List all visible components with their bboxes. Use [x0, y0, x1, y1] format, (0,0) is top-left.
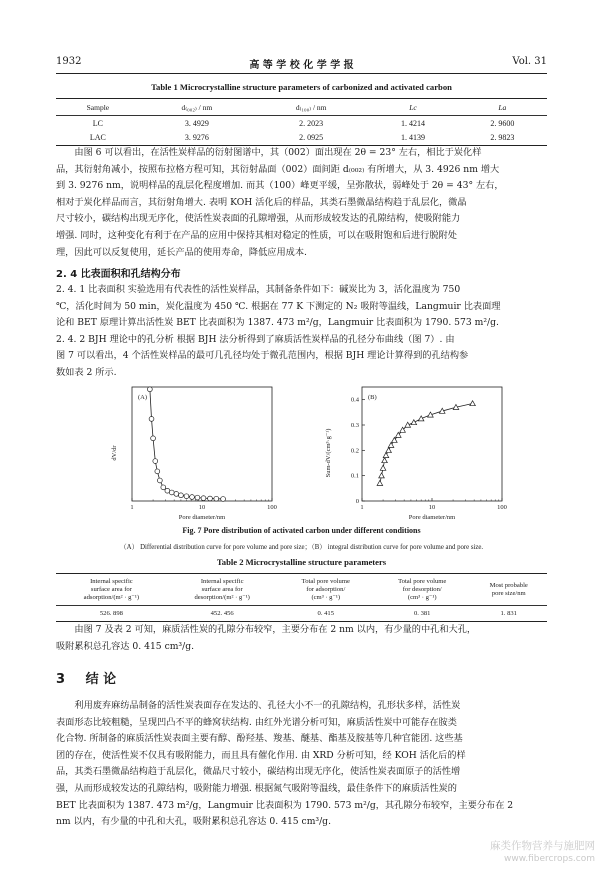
journal-title: 高 等 学 校 化 学 学 报 — [249, 60, 354, 71]
table2-col-line: Most probable — [489, 581, 528, 589]
figure7-panel-b — [325, 387, 507, 521]
text-line: 数如表 2 所示. — [56, 366, 117, 378]
panel-a-xlabel: Pore diameter/nm — [178, 514, 226, 521]
panel-a-data-point — [208, 496, 213, 501]
table1-cell: 2. 9600 — [490, 118, 515, 128]
table2 — [56, 574, 547, 620]
table1 — [56, 99, 547, 144]
panel-b-ylabel: Sum-dV/(cm³·g⁻¹) — [325, 428, 332, 478]
table-row — [56, 130, 547, 144]
panel-a-data-point — [161, 485, 166, 490]
table1-col-d002: d₍₀₀₂₎ / nm — [140, 99, 254, 116]
text-line: 尺寸较小，碳结构出现无序化，使活性炭表面的孔隙增强，从而形成较发达的孔隙结构，使吸附能力 — [56, 213, 461, 225]
table-row — [56, 606, 547, 621]
table1-cell: 3. 9276 — [184, 132, 209, 142]
text-line: 品，其类石墨微晶结构趋于乱层化，微晶尺寸较小，碳结构出现无序化，使活性炭表面原子的活性增 — [56, 766, 461, 778]
text-line: 强，从而形成较发达的孔隙结构，吸附能力增强. 根据氮气吸附等温线，最佳条件下的麻质活性炭的 — [56, 782, 457, 794]
panel-b-data-point — [382, 458, 388, 463]
table1-cell: 1. 4139 — [400, 132, 425, 142]
table2-col-line: surface area for — [90, 585, 132, 593]
panel-b-data-point — [418, 416, 424, 421]
table2-col-line: for desorption/ — [402, 585, 442, 593]
table1-cell: 2. 0925 — [299, 132, 324, 142]
panel-b-xlabel: Pore diameter/nm — [408, 514, 456, 521]
watermark-line2: www.fibercrops.com — [504, 854, 595, 864]
table2-cell: 526. 898 — [99, 609, 123, 617]
panel-b-xtick-label: 100 — [497, 504, 507, 511]
panel-a-data-point — [153, 459, 158, 464]
figure7-panel-a — [111, 387, 277, 521]
table2-col-line: desorption/(m² · g⁻¹) — [194, 593, 250, 601]
panel-b-data-point — [405, 422, 411, 427]
panel-a-data-point — [179, 493, 184, 498]
panel-b-ytick-label: 0 — [355, 498, 359, 505]
paragraph-pore-summary — [56, 622, 550, 655]
panel-a-xtick-label: 100 — [267, 504, 277, 511]
table2-col-line: Internal specific — [90, 577, 133, 585]
text-line: 相对于炭化样品而言，其衍射角增大. 表明 KOH 活化后的样品，其类石墨微晶结构趋于乱层化，微晶 — [56, 196, 467, 208]
panel-b-data-point — [388, 442, 394, 447]
panel-b-ticks — [351, 397, 507, 511]
table2-col-line: pore size/nm — [491, 589, 526, 597]
panel-b-label: (B) — [368, 394, 377, 401]
paragraph-surface-area — [56, 282, 550, 382]
header-rule — [56, 73, 547, 74]
text-line: 品，其衍射角减小，按照布拉格方程可知，其衍射晶面（002）面间距 d₍₀₀₂₎ 有所增大，从 3. 4926 nm 增大 — [56, 163, 500, 175]
table2-col — [374, 574, 470, 606]
text-line: 由图 6 可以看出，在活性炭样品的衍射图谱中，其（002）面出现在 2θ = 23° 左右，相比于炭化样 — [74, 147, 482, 158]
table2-col-line: adsorption/(m² · g⁻¹) — [83, 593, 140, 601]
text-line: 由图 7 及表 2 可知，麻质活性炭的孔隙分布较窄，主要分布在 2 nm 以内，有少量的中孔和大孔， — [74, 624, 477, 635]
table1-col-d100: d₍₁₀₀₎ / nm — [254, 99, 368, 116]
text-line: 利用废弃麻纺品制备的活性炭表面存在发达的、孔径大小不一的孔隙结构，孔形状多样，活性炭 — [74, 700, 461, 711]
panel-a-data-point — [190, 495, 195, 500]
section-title: 结 论 — [85, 672, 117, 687]
text-line: 表面形态比较粗糙，呈现凹凸不平的蜂窝状结构. 由红外光谱分析可知，麻质活性炭中可能存在胺类 — [56, 716, 457, 728]
table2-col-line: (cm³ · g⁻¹) — [311, 593, 341, 601]
panel-b-ytick-label: 0.2 — [350, 447, 359, 455]
panel-b-xtick-label: 1 — [360, 504, 364, 511]
table1-col-sample: Sample — [56, 99, 140, 116]
text-line: 图 7 可以看出，4 个活性炭样品的最可几孔径均处于微孔范围内，根据 BJH 理论计算得到的孔结构参 — [56, 350, 469, 362]
table1-caption: Table 1 Microcrystalline structure parameters of carbonized and activated carbon — [151, 82, 452, 92]
figure7-subcaption: （A） Differential distribution curve for pore volume and pore size；（B） integral distribution curve for pore volume and pore size. — [119, 544, 484, 551]
table2-cell: 0. 415 — [317, 609, 335, 617]
text-line: 理，因此可以反复使用，延长产品的使用寿命，降低应用成本. — [56, 246, 307, 258]
text-line: 2. 4. 1 比表面积 实验选用有代表性的活性炭样品，其制备条件如下：碱炭比为 3，活化温度为 750 — [56, 284, 461, 295]
table2-col — [56, 574, 167, 606]
panel-a-xtick-label: 10 — [198, 504, 206, 511]
table2-cell: 452. 456 — [210, 609, 234, 617]
table1-col-la: La — [458, 99, 547, 116]
table1-cell: 3. 4929 — [184, 118, 209, 128]
table1-cell: 1. 4214 — [400, 118, 425, 128]
panel-b-data-point — [379, 473, 385, 478]
text-line: 吸附累积总孔容达 0. 415 cm³/g. — [56, 640, 195, 652]
panel-b-ytick-label: 0.1 — [350, 472, 359, 480]
panel-b-series — [377, 401, 475, 486]
table2-col — [167, 574, 278, 606]
table1-cell: 2. 9823 — [490, 132, 515, 142]
panel-b-xtick-label: 10 — [428, 504, 436, 511]
table1-cell: LC — [92, 118, 103, 128]
panel-a-xtick-label: 1 — [130, 504, 134, 511]
panel-a-data-point — [169, 490, 174, 495]
panel-b-ytick-label: 0.4 — [350, 396, 359, 404]
text-line: 增强. 同时，这种变化有利于在产品的应用中保持其相对稳定的性质，可以在吸附饱和后进行脱附处 — [56, 229, 457, 241]
table1-cell: 2. 2023 — [299, 118, 324, 128]
watermark-line1: 麻类作物营养与施肥网 — [490, 840, 595, 852]
table2-caption: Table 2 Microcrystalline structure parameters — [216, 557, 387, 567]
text-line: ℃，活化时间为 50 min，炭化温度为 450 ℃. 根据在 77 K 下测定的 N₂ 吸附等温线，Langmuir 比表面理 — [56, 300, 501, 312]
paragraph-conclusion — [56, 698, 550, 831]
panel-a-data-point — [221, 497, 226, 502]
figure7-caption: Fig. 7 Pore distribution of activated carbon under different conditions — [182, 526, 421, 535]
paragraph-xrd-discussion — [56, 145, 550, 261]
section-number: 3 — [56, 672, 66, 687]
table2-col-line: Total pore volume — [398, 577, 447, 585]
panel-b-data-point — [411, 420, 417, 425]
panel-b-data-point — [380, 465, 386, 470]
panel-a-ylabel: dV/dr — [111, 445, 118, 461]
table2-header-row — [56, 574, 547, 606]
panel-a-data-point — [157, 478, 162, 483]
table2-col-line: for adsorption/ — [306, 585, 346, 593]
panel-a-series — [147, 387, 225, 501]
table2-col — [470, 574, 547, 606]
table1-header-row — [56, 99, 547, 116]
page-number: 1932 — [56, 56, 82, 67]
panel-a-data-point — [214, 496, 219, 501]
panel-a-data-point — [201, 496, 206, 501]
table2-col-line: surface area for — [201, 585, 243, 593]
table2-cell: 0. 381 — [413, 609, 431, 617]
table2-col-line: (cm³ · g⁻¹) — [407, 593, 437, 601]
table2-col — [278, 574, 374, 606]
panel-a-label: (A) — [138, 394, 148, 401]
text-line: 化合物. 所制备的麻质活性炭表面主要有醇、酚羟基、羧基、醚基、酯基及胺基等几种官能团. 这些基 — [56, 733, 463, 745]
volume-label: Vol. 31 — [512, 56, 547, 67]
table1-cell: LAC — [89, 132, 106, 142]
table2-cell: 1. 831 — [500, 609, 517, 617]
section-heading-2-4: 2. 4 比表面积和孔结构分布 — [56, 269, 181, 280]
panel-a-data-point — [151, 436, 156, 441]
section-heading-3 — [56, 668, 116, 687]
panel-a-data-point — [147, 387, 152, 392]
panel-b-data-point — [383, 453, 389, 458]
panel-a-data-point — [184, 494, 189, 499]
panel-b-data-point — [377, 480, 383, 485]
panel-b-frame — [362, 387, 502, 501]
panel-a-data-point — [149, 417, 154, 422]
text-line: 团的存在，使活性炭不仅具有吸附能力，而且具有催化作用. 由 XRD 分析可知，经 KOH 活化后的样 — [56, 749, 466, 761]
table1-col-lc: Lc — [368, 99, 457, 116]
table-row — [56, 116, 547, 131]
text-line: 2. 4. 2 BJH 理论中的孔分析 根据 BJH 法分析得到了麻质活性炭样品的孔径分布曲线（图 7）. 由 — [56, 333, 455, 345]
table2-col-line: Internal specific — [200, 577, 244, 585]
text-line: 到 3. 9276 nm，说明样品的乱层化程度增加. 而其（100）峰更平缓，呈弥散状，弱峰处于 2θ = 43° 左右， — [56, 180, 504, 192]
panel-b-data-point — [386, 448, 392, 453]
panel-a-data-point — [174, 492, 179, 497]
figure7 — [100, 383, 510, 525]
text-line: 论和 BET 原理计算出活性炭 BET 比表面积为 1387. 473 m²/g，Langmuir 比表面积为 1790. 573 m²/g. — [56, 317, 499, 329]
panel-a-frame — [132, 387, 272, 501]
panel-a-data-point — [155, 469, 160, 474]
text-line: BET 比表面积为 1387. 473 m²/g，Langmuir 比表面积为 1790. 573 m²/g，其孔隙分布较窄，主要分布在 2 — [56, 799, 514, 811]
panel-b-data-point — [470, 401, 476, 406]
panel-b-ytick-label: 0.3 — [350, 422, 359, 429]
text-line: nm 以内，有少量的中孔和大孔，吸附累积总孔容达 0. 415 cm³/g. — [56, 816, 331, 828]
panel-b-series-line — [380, 403, 473, 483]
table2-col-line: Total pore volume — [301, 577, 350, 585]
panel-a-data-point — [195, 495, 200, 500]
